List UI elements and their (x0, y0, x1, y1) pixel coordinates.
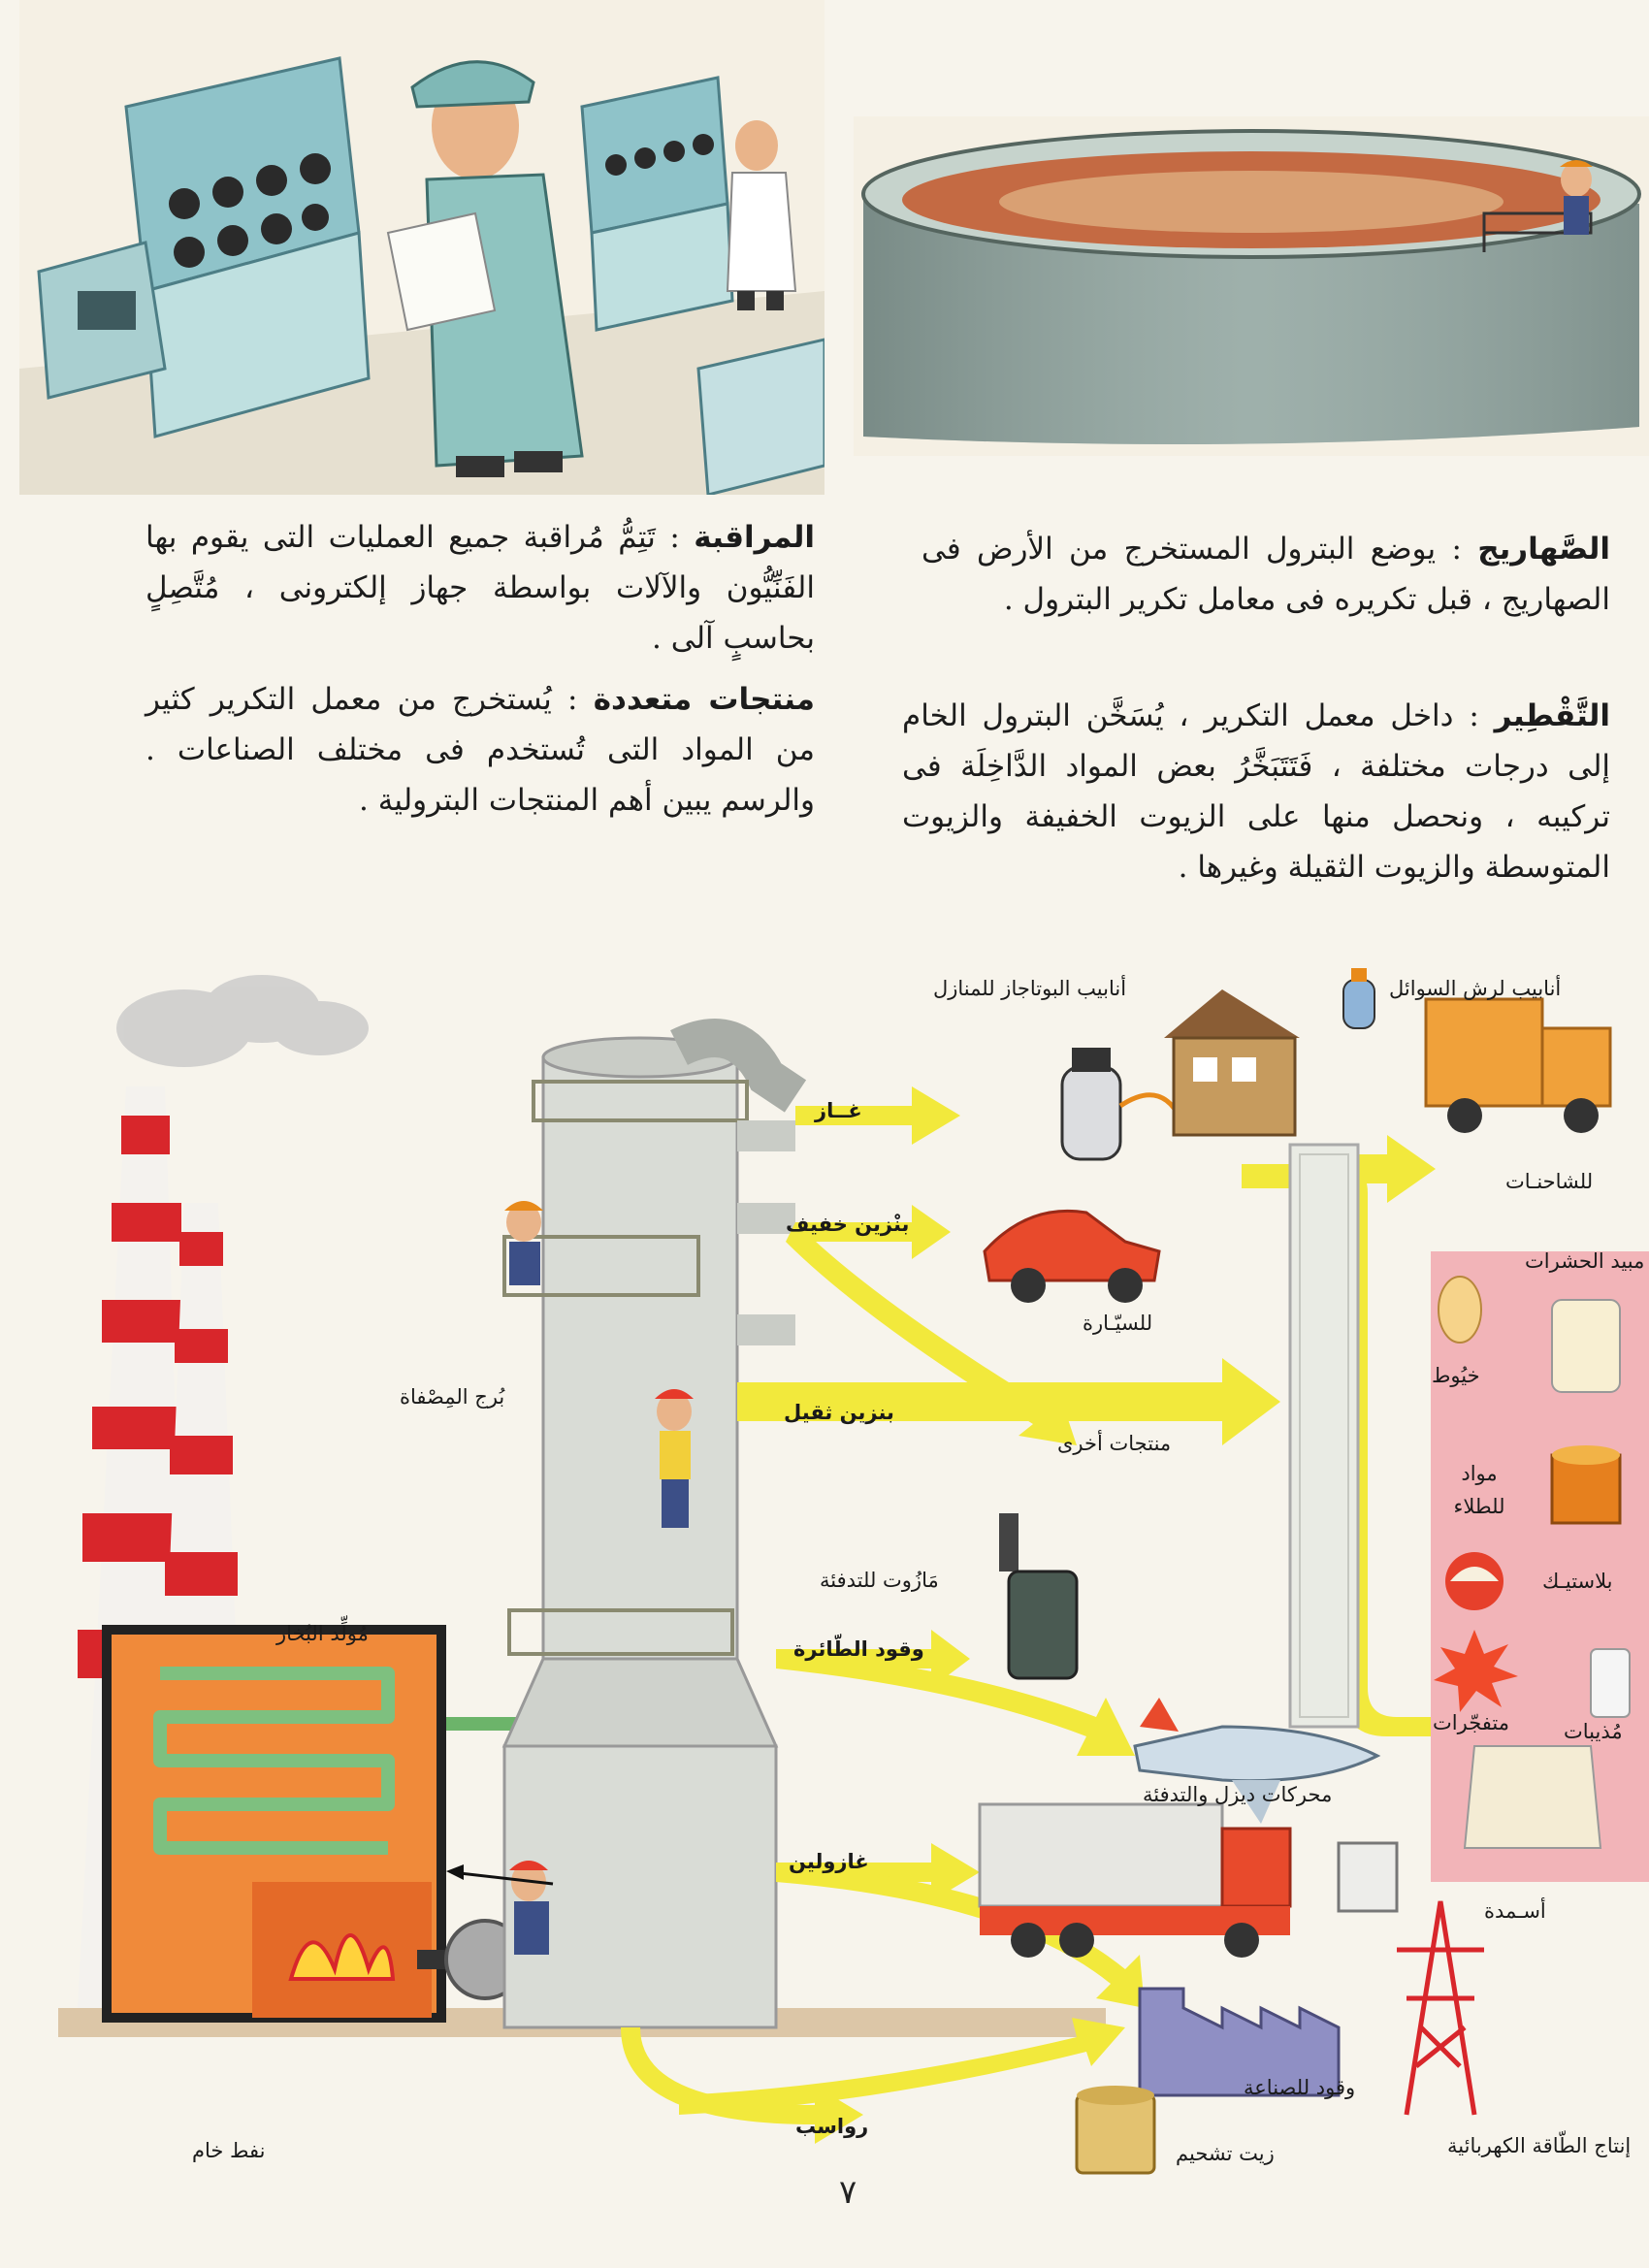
paint-label: مواد للطلاء (1453, 1462, 1505, 1518)
detergents-label: مُذيبات (1564, 1720, 1623, 1743)
threads-icon (1439, 1277, 1481, 1343)
tanks-text: : يوضع البترول المستخرج من الأرض فى الصهاريج ، قبل تكريره فى معامل تكرير البترول . (922, 532, 1610, 617)
diesel-label: محركات ديزل والتدفئة (1143, 1783, 1333, 1806)
grease-can-icon (1077, 2086, 1154, 2173)
mazout-label: مَازُوت للتدفئة (820, 1569, 939, 1592)
heavy-gasoline-label: بنزين ثقيل (784, 1401, 894, 1424)
boiler-label: مُولِّد البُخار (276, 1622, 369, 1645)
chimney-right (165, 1203, 238, 1688)
tanks-paragraph (922, 524, 1610, 625)
industry-fuel-label: وقود للصناعة (1244, 2076, 1356, 2099)
grease-label: زيت تشحيم (1176, 2142, 1275, 2165)
heater-stove-icon (999, 1513, 1077, 1678)
car-label: للسيّـارة (1083, 1312, 1153, 1335)
butagas-cylinder-icon (1062, 1048, 1183, 1159)
crude-oil-label: نفط خام (192, 2139, 266, 2162)
products-paragraph (146, 674, 815, 826)
threads-label: خيُوط (1432, 1364, 1480, 1387)
worker-upper (504, 1201, 543, 1285)
control-room-illustration (19, 0, 824, 495)
distillation-text: : داخل معمل التكرير ، يُسَخَّن البترول الخام إلى درجات مختلفة ، فَتَتَبَخَّرُ بعض المواد الدَّاخِلَة فى تركيبه ، ونحصل منها على الزيوت الخفيفة والزيوت المتوسطة والزيوت الثقيلة وغيرها . (902, 698, 1610, 885)
light-gasoline-label: بنْزين خفيف (786, 1213, 910, 1236)
steam-boiler (107, 1630, 524, 2018)
lorry-icon (980, 1804, 1290, 1958)
radiator-icon (1339, 1843, 1397, 1911)
refinery-tower (504, 1038, 795, 2027)
tower-label: بُرج المِصْفاة (400, 1385, 505, 1409)
tanks-term: الصَّهاريج (1477, 532, 1610, 567)
distillation-term: التَّقْطِير (1494, 698, 1610, 733)
detergent-bottle-icon (1591, 1649, 1630, 1717)
gas-arrow-label: غــاز (815, 1099, 862, 1122)
products-text: : يُستخرج من معمل التكرير كثير من المواد التى تُستخدم فى مختلف الصناعات . والرسم يبين أهم المنتجات البترولية . (146, 682, 815, 818)
electricity-label: إنتاج الطّاقة الكهربائية (1447, 2134, 1632, 2157)
jet-fuel-label: وقود الطّائرة (793, 1637, 924, 1661)
explosives-label: متفجّرات (1433, 1711, 1509, 1734)
monitoring-text: : تَتِمُّ مُراقبة جميع العمليات التى يقوم بها الفَنِّيُّون والآلات بواسطة جهاز إلكترونى ، مُتَّصِلٍ بحاسبٍ آلى . (146, 520, 815, 656)
plastic-label: بلاستيـك (1542, 1570, 1613, 1593)
trucks-label: للشاحنـات (1505, 1170, 1594, 1193)
distillation-paragraph (902, 691, 1610, 892)
truck-icon (1426, 999, 1610, 1133)
monitoring-term: المراقبة (694, 520, 815, 555)
house-icon (1164, 989, 1300, 1135)
fertilizer-sack-icon (1465, 1746, 1600, 1848)
gasoline-oil-label: غازولين (789, 1850, 869, 1873)
butagas-label: أنابيب البوتاجاز للمنازل (933, 977, 1127, 1000)
car-icon (985, 1211, 1159, 1303)
paint-bucket-icon (1552, 1445, 1620, 1523)
insecticide-label: مبيد الحشرات (1525, 1249, 1645, 1273)
plastic-ball-icon (1445, 1552, 1504, 1610)
residue-label: رواسب (795, 2115, 869, 2138)
smoke-cloud (116, 975, 369, 1067)
products-term: منتجات متعددة (593, 682, 816, 717)
spray-label: أنابيب لرش السوائل (1389, 977, 1562, 1000)
insecticide-can-icon (1552, 1300, 1620, 1392)
monitoring-paragraph (146, 512, 815, 664)
power-pylon-icon (1397, 1901, 1484, 2115)
page-number: ٧ (839, 2173, 857, 2212)
fertilizer-label: أسـمدة (1484, 1899, 1546, 1923)
spray-bottle-icon (1343, 968, 1374, 1028)
oil-tank-illustration (854, 116, 1649, 456)
pointer-arrowhead (446, 1864, 464, 1880)
worker-boiler (509, 1861, 549, 1955)
other-products-label: منتجات أخرى (1057, 1432, 1172, 1455)
